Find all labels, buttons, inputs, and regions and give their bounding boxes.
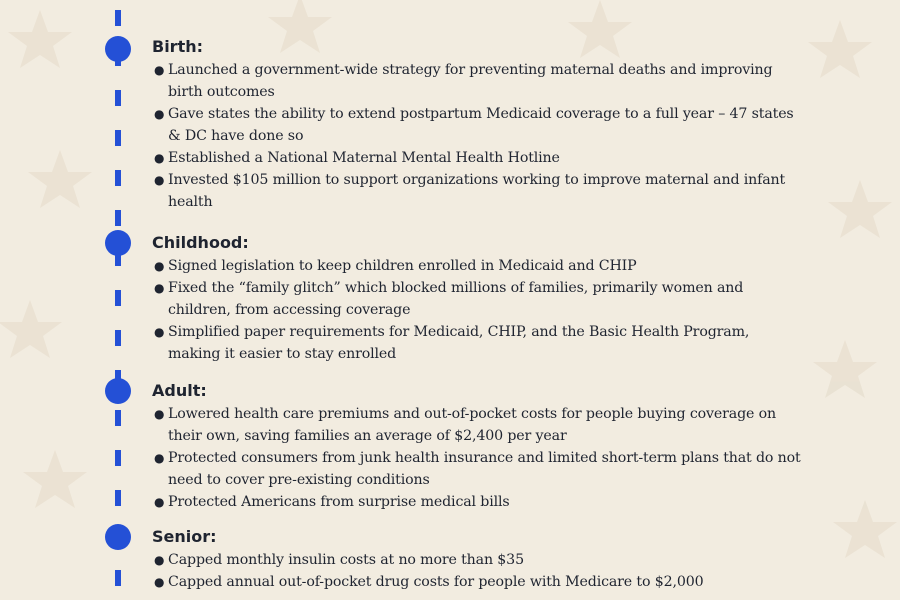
section-heading: Senior: bbox=[152, 527, 217, 546]
bullet-icon: ● bbox=[154, 281, 165, 295]
section-childhood bbox=[152, 232, 802, 365]
list-item: ● Lowered health care premiums and out-of-pocket costs for people buying coverage on their own, saving families an average of $2,400 per year bbox=[152, 403, 802, 447]
bullet-icon: ● bbox=[154, 451, 165, 465]
list-item: ● Capped annual out-of-pocket drug costs for people with Medicare to $2,000 bbox=[152, 571, 802, 593]
list-item: ● Protected consumers from junk health insurance and limited short-term plans that do not need to cover pre-existing conditions bbox=[152, 447, 802, 491]
list-item: ● Invested $105 million to support organizations working to improve maternal and infant health bbox=[152, 169, 802, 213]
bullet-icon: ● bbox=[154, 173, 165, 187]
bullet-icon: ● bbox=[154, 553, 165, 567]
section-heading: Childhood: bbox=[152, 233, 249, 252]
timeline-node-senior bbox=[105, 524, 131, 550]
list-item: ● Fixed the “family glitch” which blocked millions of families, primarily women and children, from accessing coverage bbox=[152, 277, 802, 321]
section-adult bbox=[152, 380, 802, 513]
bullet-icon: ● bbox=[154, 575, 165, 589]
timeline-node-birth bbox=[105, 36, 131, 62]
bullet-list bbox=[152, 59, 802, 213]
section-birth bbox=[152, 36, 802, 213]
section-senior bbox=[152, 526, 802, 593]
bullet-icon: ● bbox=[154, 259, 165, 273]
list-item: ● Gave states the ability to extend postpartum Medicaid coverage to a full year – 47 states & DC have done so bbox=[152, 103, 802, 147]
bullet-icon: ● bbox=[154, 407, 165, 421]
bullet-icon: ● bbox=[154, 151, 165, 165]
bullet-list bbox=[152, 549, 802, 593]
section-heading: Birth: bbox=[152, 37, 204, 56]
list-item: ● Capped monthly insulin costs at no more than $35 bbox=[152, 549, 802, 571]
list-item: ● Simplified paper requirements for Medicaid, CHIP, and the Basic Health Program, making it easier to stay enrolled bbox=[152, 321, 802, 365]
list-item: ● Protected Americans from surprise medical bills bbox=[152, 491, 802, 513]
section-heading: Adult: bbox=[152, 381, 207, 400]
bullet-icon: ● bbox=[154, 63, 165, 77]
bullet-icon: ● bbox=[154, 325, 165, 339]
bullet-list bbox=[152, 403, 802, 513]
bullet-icon: ● bbox=[154, 107, 165, 121]
timeline-node-adult bbox=[105, 378, 131, 404]
list-item: ● Established a National Maternal Mental Health Hotline bbox=[152, 147, 802, 169]
bullet-icon: ● bbox=[154, 495, 165, 509]
list-item: ● Signed legislation to keep children enrolled in Medicaid and CHIP bbox=[152, 255, 802, 277]
timeline-node-childhood bbox=[105, 230, 131, 256]
bullet-list bbox=[152, 255, 802, 365]
list-item: ● Launched a government-wide strategy for preventing maternal deaths and improving birth outcomes bbox=[152, 59, 802, 103]
